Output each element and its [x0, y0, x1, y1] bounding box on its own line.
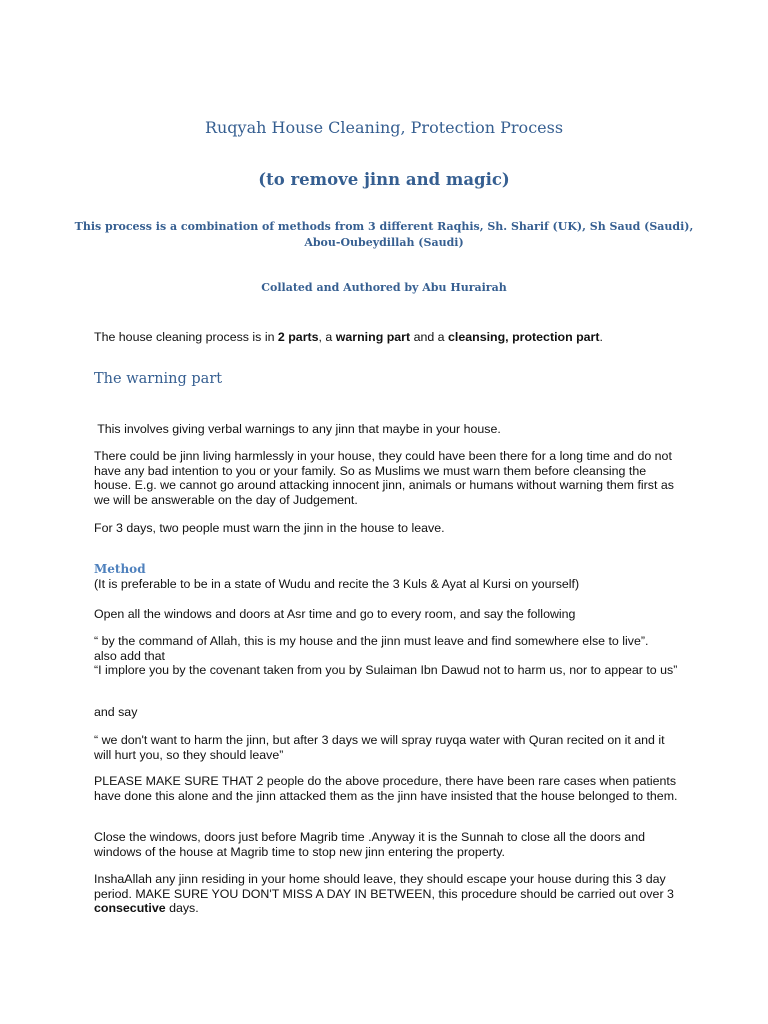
warning-heading: The warning part — [94, 371, 223, 387]
method-paragraph-7: Close the windows, doors just before Magrib time .Anyway it is the Sunnah to close all the doors and windows of the house at Magrib time to stop new jinn entering the property. — [94, 830, 645, 859]
method-quote-line-2: also add that — [94, 648, 165, 663]
method-paragraph-4: and say — [94, 705, 138, 719]
method-paragraph-8 — [94, 872, 682, 916]
parts-text-mid-1: , a — [318, 330, 336, 344]
method-p8-before: InshaAllah any jinn residing in your home should leave, they should escape your house during this 3 day period. MAKE SURE YOU DON'T MISS A DAY IN BETWEEN, this procedure should be carried out over 3 — [94, 872, 674, 901]
parts-text-after: . — [599, 330, 603, 344]
intro-line-2: Abou-Oubeydillah (Saudi) — [304, 236, 464, 249]
parts-bold-1: 2 parts — [277, 330, 319, 344]
author-line: Collated and Authored by Abu Hurairah — [261, 281, 507, 294]
parts-text-mid-2: and a — [410, 330, 449, 344]
method-quote-block — [94, 634, 682, 678]
document-subtitle: (to remove jinn and magic) — [258, 170, 510, 189]
method-quote-line-1: “ by the command of Allah, this is my house and the jinn must leave and find somewhere else to live”. — [94, 634, 649, 648]
method-p8-bold: consecutive — [94, 901, 166, 916]
document-title: Ruqyah House Cleaning, Protection Process — [204, 118, 564, 137]
parts-sentence — [94, 330, 682, 345]
method-paragraph-2: Open all the windows and doors at Asr time and go to every room, and say the following — [94, 607, 576, 621]
parts-bold-2: warning part — [335, 330, 411, 344]
method-heading: Method — [94, 562, 146, 576]
method-paragraph-6: PLEASE MAKE SURE THAT 2 people do the above procedure, there have been rare cases when patients have done this alone and the jinn attacked them as the jinn have insisted that the house belonged to them. — [94, 774, 678, 803]
warning-paragraph-1: This involves giving verbal warnings to any jinn that maybe in your house. — [94, 422, 501, 436]
intro-line-1: This process is a combination of methods from 3 different Raqhis, Sh. Sharif (UK), Sh Saud (Saudi), — [74, 220, 694, 233]
warning-paragraph-2: There could be jinn living harmlessly in your house, they could have been there for a long time and do not have any bad intention to you or your family. So as Muslims we must warn them before cleansing the house. E.g. we cannot go around attacking innocent jinn, animals or humans without warning them first as we will be answerable on the day of Judgement. — [94, 449, 674, 507]
warning-paragraph-3: For 3 days, two people must warn the jinn in the house to leave. — [94, 521, 445, 535]
intro-text — [0, 219, 768, 251]
method-p8-after: days. — [165, 901, 199, 916]
method-paragraph-1: (It is preferable to be in a state of Wudu and recite the 3 Kuls & Ayat al Kursi on yourself) — [94, 577, 580, 591]
parts-bold-3: cleansing, protection part — [448, 330, 600, 344]
method-paragraph-5: “ we don't want to harm the jinn, but after 3 days we will spray ruyqa water with Quran recited on it and it will hurt you, so they should leave” — [94, 733, 665, 762]
method-quote-line-3: “I implore you by the covenant taken from you by Sulaiman Ibn Dawud not to harm us, nor to appear to us” — [94, 663, 678, 678]
parts-text-before: The house cleaning process is in — [94, 330, 278, 344]
